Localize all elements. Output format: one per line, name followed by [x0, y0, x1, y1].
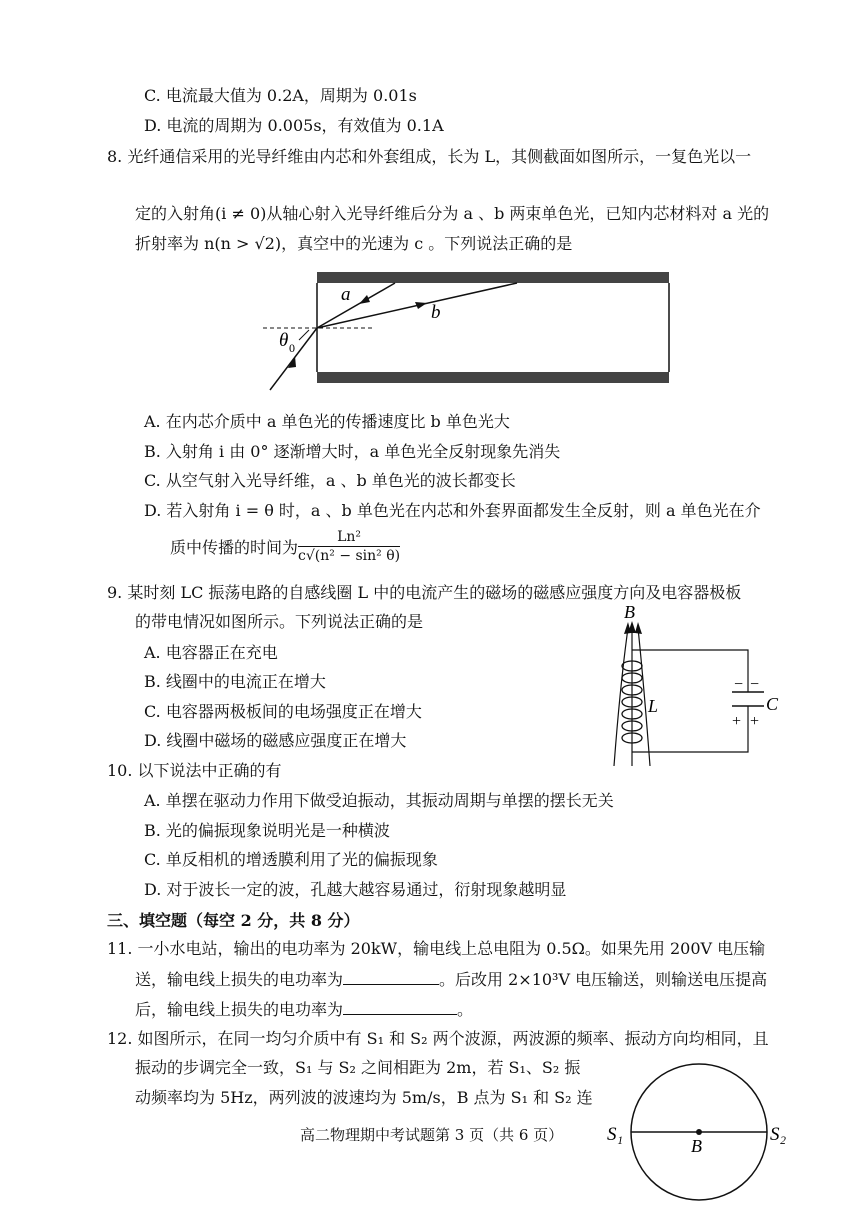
- answer-blank-2[interactable]: [343, 998, 457, 1015]
- label-B: B: [624, 606, 635, 622]
- charge-plus-right: +: [750, 713, 760, 730]
- q12-stem-line1: 12. 如图所示，在同一均匀介质中有 S₁ 和 S₂ 两个波源，两波源的频率、振动方向均相同，且: [107, 1029, 769, 1048]
- q11-stem-line2: [135, 968, 767, 991]
- q8-option-d-time-text: 质中传播的时间为: [170, 538, 299, 557]
- q9-stem-line1: 9. 某时刻 LC 振荡电路的自感线圈 L 中的电流产生的磁场的磁感应强度方向及电容器极板: [107, 583, 742, 602]
- label-S2: S₂: [770, 1124, 787, 1145]
- q8-option-a: A. 在内芯介质中 a 单色光的传播速度比 b 单色光大: [144, 412, 510, 431]
- fraction-denominator: c√(n² − sin² θ): [298, 548, 401, 564]
- q8-stem-line1: 8. 光纤通信采用的光导纤维由内芯和外套组成，长为 L，其侧截面如图所示，一复色光以一: [107, 147, 752, 166]
- page-footer: 高二物理期中考试题第 3 页（共 6 页）: [300, 1126, 564, 1144]
- ray-a: [317, 283, 395, 328]
- q8-stem-line2: 定的入射角(i ≠ 0)从轴心射入光导纤维后分为 a 、b 两束单色光，已知内芯材料对 a 光的: [135, 204, 770, 223]
- q9-stem-line2: 的带电情况如图所示。下列说法正确的是: [135, 612, 424, 631]
- q12-stem-line3: 动频率均为 5Hz，两列波的波速均为 5m/s，B 点为 S₁ 和 S₂ 连: [135, 1088, 593, 1107]
- section-heading: 三、填空题（每空 2 分，共 8 分）: [107, 911, 360, 930]
- point-B: [696, 1129, 702, 1135]
- q10-stem: 10. 以下说法中正确的有: [107, 761, 282, 780]
- q8-option-b: B. 入射角 i 由 0° 逐渐增大时，a 单色光全反射现象先消失: [144, 442, 561, 461]
- fiber-cladding-bottom: [317, 372, 669, 383]
- q8-option-c: C. 从空气射入光导纤维，a 、b 单色光的波长都变长: [144, 471, 516, 490]
- label-theta: θ: [279, 330, 289, 351]
- q11-line2-before-blank: 送，输电线上损失的电功率为: [135, 970, 344, 989]
- ray-a-arrowhead: [359, 295, 370, 304]
- label-L: L: [648, 696, 659, 716]
- wave-sources-figure: [605, 1062, 805, 1212]
- label-a: a: [341, 284, 351, 305]
- lc-circuit-figure: [598, 606, 788, 768]
- incident-arrowhead: [288, 356, 296, 368]
- fiber-cladding-top: [317, 272, 669, 283]
- q9-option-a: A. 电容器正在充电: [144, 643, 278, 662]
- label-theta-subscript: 0: [289, 341, 295, 355]
- q8-stem-line3: 折射率为 n(n > √2)，真空中的光速为 c 。下列说法正确的是: [135, 234, 573, 253]
- q8-option-d: D. 若入射角 i = θ 时，a 、b 单色光在内芯和外套界面都发生全反射，则 a 单色光在介: [144, 501, 761, 520]
- answer-blank-1[interactable]: [343, 968, 439, 985]
- q8-time-fraction: [298, 528, 400, 565]
- q8-option-d-line2: [170, 530, 400, 567]
- q11-stem-line3: [135, 998, 473, 1021]
- q9-option-d: D. 线圈中磁场的磁感应强度正在增大: [144, 731, 407, 750]
- label-B: B: [691, 1136, 702, 1156]
- q9-option-b: B. 线圈中的电流正在增大: [144, 672, 326, 691]
- label-C: C: [766, 694, 779, 714]
- q9-option-c: C. 电容器两极板间的电场强度正在增大: [144, 702, 422, 721]
- q11-line3-before-blank: 后，输电线上损失的电功率为: [135, 1000, 344, 1019]
- q10-option-c: C. 单反相机的增透膜利用了光的偏振现象: [144, 850, 438, 869]
- label-S1: S₁: [607, 1124, 624, 1145]
- charge-minus-left: −: [734, 676, 744, 693]
- field-line-left: [614, 628, 628, 766]
- ray-b-arrowhead: [415, 302, 427, 309]
- q10-option-a: A. 单摆在驱动力作用下做受迫振动，其振动周期与单摆的摆长无关: [144, 791, 614, 810]
- q11-line3-after-blank: 。: [457, 1000, 474, 1019]
- optical-fiber-figure: [255, 268, 675, 393]
- label-b: b: [431, 302, 441, 323]
- field-arrow-right: [635, 622, 642, 634]
- q12-stem-line2: 振动的步调完全一致，S₁ 与 S₂ 之间相距为 2m，若 S₁、S₂ 振: [135, 1058, 581, 1077]
- charge-minus-right: −: [750, 676, 760, 693]
- q10-option-d: D. 对于波长一定的波，孔越大越容易通过，衍射现象越明显: [144, 880, 567, 899]
- q10-option-b: B. 光的偏振现象说明光是一种横波: [144, 821, 390, 840]
- q11-stem-line1: 11. 一小水电站，输出的电功率为 20kW，输电线上总电阻为 0.5Ω。如果先用 200V 电压输: [107, 939, 766, 958]
- charge-plus-left: +: [732, 713, 742, 730]
- angle-arc: [299, 330, 309, 340]
- wire-top: [632, 650, 748, 692]
- q7-option-c: C. 电流最大值为 0.2A，周期为 0.01s: [144, 86, 417, 105]
- q11-line2-after-blank: 。后改用 2×10³V 电压输送，则输送电压提高: [439, 970, 768, 989]
- fraction-numerator: Ln²: [298, 528, 400, 547]
- q7-option-d: D. 电流的周期为 0.005s，有效值为 0.1A: [144, 116, 444, 135]
